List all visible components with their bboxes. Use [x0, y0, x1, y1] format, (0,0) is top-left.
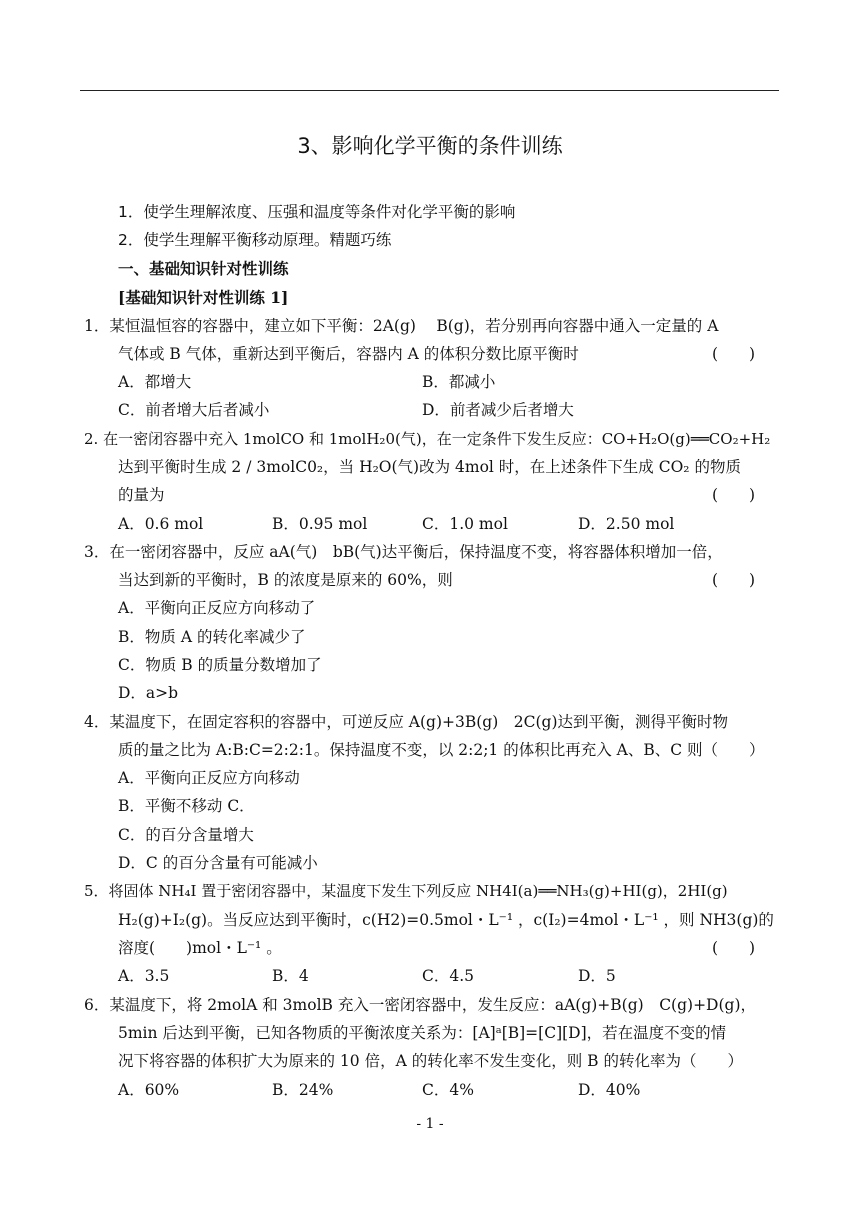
- q5-stem-line3: 溶度( )mol・L⁻¹ 。: [118, 939, 282, 957]
- q6-option-a: A．60%: [118, 1081, 180, 1099]
- q5-stem-line1: 5．将固体 NH₄I 置于密闭容器中，某温度下发生下列反应 NH4I(a)══NH₃(g)+HI(g)，2HI(g): [84, 882, 728, 900]
- q2-option-c: C．1.0 mol: [422, 515, 508, 533]
- q3-option-b: B．物质 A 的转化率减少了: [118, 628, 306, 646]
- q3-stem-line2: 当达到新的平衡时，B 的浓度是原来的 60%，则: [118, 571, 453, 589]
- q3-stem-line1: 3．在一密闭容器中，反应 aA(气) bB(气)达平衡后，保持温度不变，将容器体积增加一倍，: [84, 543, 723, 561]
- q2-stem-line2: 达到平衡时生成 2 / 3molC0₂，当 H₂O(气)改为 4mol 时，在上述条件下生成 CO₂ 的物质: [118, 458, 741, 476]
- q6-option-d: D．40%: [578, 1081, 641, 1099]
- q1-option-d: D．前者减少后者增大: [422, 401, 574, 419]
- q2-option-a: A．0.6 mol: [118, 515, 204, 533]
- q1-option-a: A．都增大: [118, 373, 192, 391]
- q4-option-d: D．C 的百分含量有可能减小: [118, 854, 318, 872]
- q3-option-d: D．a>b: [118, 684, 179, 702]
- q4-option-a: A．平衡向正反应方向移动: [118, 769, 300, 787]
- q2-answer-paren: ( ): [712, 486, 756, 504]
- q3-option-c: C．物质 B 的质量分数增加了: [118, 656, 322, 674]
- page-title: 3、影响化学平衡的条件训练: [297, 134, 563, 158]
- q1-option-c: C．前者增大后者减小: [118, 401, 270, 419]
- q6-stem-line1: 6．某温度下，将 2molA 和 3molB 充入一密闭容器中，发生反应：aA(g)+B(g) C(g)+D(g)，: [84, 996, 757, 1014]
- q5-answer-paren: ( ): [712, 939, 756, 957]
- section-heading: 一、基础知识针对性训练: [118, 260, 289, 278]
- q1-answer-paren: ( ): [712, 345, 756, 363]
- q6-stem-line3: 况下将容器的体积扩大为原来的 10 倍，A 的转化率不发生变化，则 B 的转化率为（ ）: [118, 1052, 743, 1070]
- q2-stem-line3: 的量为: [118, 486, 165, 504]
- q4-option-c: C．的百分含量增大: [118, 826, 254, 844]
- header-rule: [80, 90, 779, 91]
- q5-option-a: A．3.5: [118, 967, 170, 985]
- q3-answer-paren: ( ): [712, 571, 756, 589]
- q4-stem-line1: 4．某温度下，在固定容积的容器中，可逆反应 A(g)+3B(g) 2C(g)达到平衡，测得平衡时物: [84, 713, 728, 731]
- q1-stem-line2: 气体或 B 气体，重新达到平衡后，容器内 A 的体积分数比原平衡时: [118, 345, 579, 363]
- q4-stem-line2: 质的量之比为 A:B:C=2:2:1。保持温度不变，以 2:2;1 的体积比再充入 A、B、C 则（ ）: [118, 741, 765, 759]
- q3-option-a: A．平衡向正反应方向移动了: [118, 599, 316, 617]
- q1-option-b: B．都减小: [422, 373, 496, 391]
- q6-option-b: B．24%: [272, 1081, 334, 1099]
- q2-option-b: B．0.95 mol: [272, 515, 368, 533]
- page-number: - 1 -: [416, 1116, 444, 1132]
- q5-stem-line2: H₂(g)+I₂(g)。当反应达到平衡时，c(H2)=0.5mol・L⁻¹ ，c(I₂)=4mol・L⁻¹ ，则 NH3(g)的: [118, 911, 774, 929]
- objective-1: 1．使学生理解浓度、压强和温度等条件对化学平衡的影响: [118, 203, 516, 221]
- q6-stem-line2: 5min 后达到平衡，已知各物质的平衡浓度关系为：[A]ᵃ[B]=[C][D]，若在温度不变的情: [118, 1024, 727, 1042]
- q1-stem-line1: 1．某恒温恒容的容器中，建立如下平衡：2A(g) B(g)，若分别再向容器中通入一定量的 A: [84, 317, 719, 335]
- q2-stem-line1: 2. 在一密闭容器中充入 1molCO 和 1molH₂0(气)，在一定条件下发生反应：CO+H₂O(g)══CO₂+H₂: [84, 430, 771, 448]
- q6-option-c: C．4%: [422, 1081, 474, 1099]
- sub-heading: [基础知识针对性训练 1]: [118, 288, 289, 307]
- q5-option-c: C．4.5: [422, 967, 475, 985]
- q5-option-d: D．5: [578, 967, 616, 985]
- objective-2: 2．使学生理解平衡移动原理。精题巧练: [118, 231, 392, 249]
- q5-option-b: B．4: [272, 967, 309, 985]
- q4-option-b: B．平衡不移动 C．: [118, 797, 255, 815]
- q2-option-d: D．2.50 mol: [578, 515, 675, 533]
